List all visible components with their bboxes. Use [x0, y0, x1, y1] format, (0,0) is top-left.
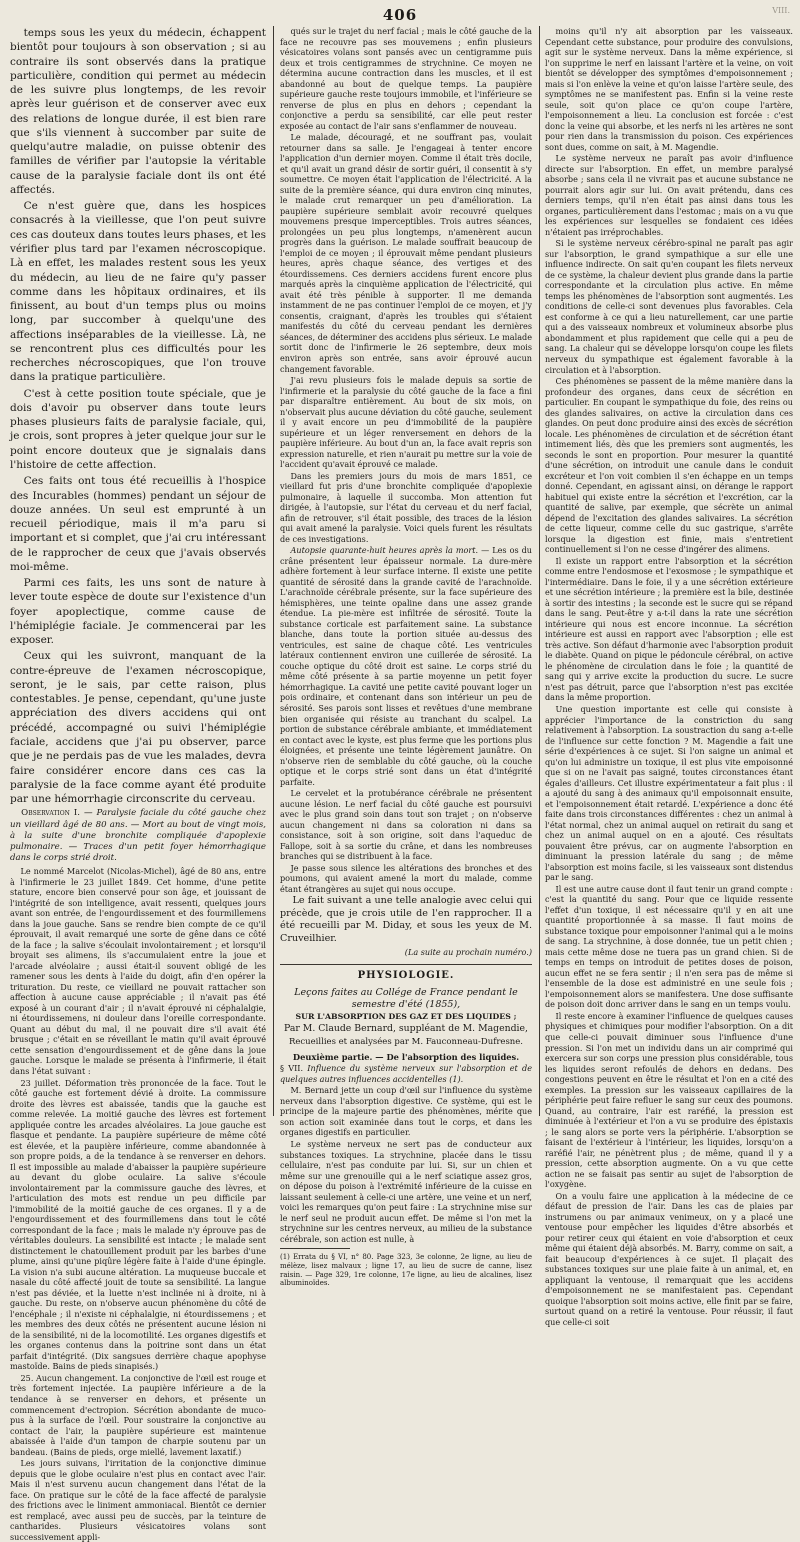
corner-mark: VIII. — [772, 6, 790, 15]
section-title: PHYSIOLOGIE. — [357, 969, 455, 981]
paragraph: Le fait suivant a une telle analogie avec celui qui précède, que je crois utile de l'en rapprocher. Il a été recueilli par M. Diday, et sous les yeux de M. Cruveilhier. — [280, 895, 532, 944]
paragraph: Le nommé Marcelot (Nicolas-Michel), âgé de 80 ans, entre à l'infirmerie le 23 juillet 1849. Cet homme, d'une petite stature, encore bien conservé pour son âge, et jouissant de l'intégrité de son intelligence, avait ressenti, quelques jours avant son entrée, de l'engourdissement et des fourmillemens dans la joue gauche. Sans se rendre bien compte de ce qu'il éprouvait, il avait remarqué une sorte de gêne dans ce côté de la face ; la salive s'écoulait involontairement ; et lorsqu'il broyait ses alimens, ils s'accumulaient entre la joue et l'arcade alvéolaire ; aussi était-il souvent obligé de les ramener sous les dents à l'aide du doigt, afin d'en opérer la trituration. Du reste, ce vieillard ne pouvait rattacher son affection à aucune cause appréciable ; il n'avait pas été exposé à un courant d'air ; il n'avait éprouvé ni céphalalgie, ni étourdissemens, ni douleur dans l'oreille correspondante. Quant au début du mal, il ne pouvait dire s'il avait été brusque ; c'était en se réveillant le matin qu'il avait éprouvé cette sensation d'engourdissement et de gêne dans la joue gauche. Lorsque le malade se présenta à l'infirmerie, il était dans l'état suivant : — [10, 866, 266, 1076]
page-number: 406 — [382, 6, 418, 24]
column-2 — [280, 26, 533, 1288]
subsection-number: § VII. — [280, 1063, 304, 1074]
section-divider — [280, 964, 532, 965]
observation-heading — [10, 808, 266, 864]
paragraph: M. Bernard jette un coup d'œil sur l'influence du système nerveux dans l'absorption digestive. Ce système, qui est le principe de la majeure partie des phénomènes, mérite que son action soit examinée dans tout le corps, et dans les organes digestifs en particulier. — [280, 1085, 532, 1138]
autopsy-text: — Les os du crâne présentent leur épaisseur normale. La dure-mère adhère fortement à leur surface interne. Il existe une petite quantité de sérosité dans la grande cavité de l'arachnoïde. L'arachnoïde cérébrale présente, sur la face supérieure des hémisphères, une teinte opaline dans une assez grande étendue. La pie-mère est infiltrée de sérosité. Toute la substance corticale est parfaitement saine. La substance blanche, dans toute la portion située au-dessus des ventricules, est saine de chaque côté. Les ventricules latéraux contiennent environ une cuillerée de sérosité. La couche optique du côté droit est saine. Le corps strié du même côté présente à sa partie moyenne un petit foyer hémorrhagique. La cavité une petite cavité pouvant loger un pois ordinaire, et contenant dans son intérieur un peu de sérosité. Ses parois sont lisses et revêtues d'une membrane bien organisée qui résiste au tranchant du scalpel. La portion de substance cérébrale ambiante, et immédiatement en contact avec le kyste, est plus ferme que les portions plus éloignées, et présente une teinte légèrement jaunâtre. On n'observe rien de semblable du côté gauche, où la couche optique et le corps strié sont dans un état d'intégrité parfaite. — [280, 545, 533, 787]
paragraph: 25. Aucun changement. La conjonctive de l'œil est rouge et très fortement injectée. La paupière inférieure a de la tendance à se renverser en dehors, et présente un commencement d'ectropion. Sécrétion abondante de muco-pus à la surface de l'œil. Pour soustraire la conjonctive au contact de l'air, la paupière supérieure est maintenue abaissée à l'aide d'un tampon de charpie soutenu par un bandeau. (Bains de pieds, orge miellé, lavement laxatif.) — [10, 1372, 266, 1457]
paragraph: Ceux qui les suivront, manquant de la contre-épreuve de l'examen nécroscopique, seront, je le sais, par cette raison, plus contestables. Je pense, cependant, qu'une juste appréciation des divers accidens qui ont précédé, accompagné ou suivi l'hémiplégie faciale, accidens que j'ai pu observer, parce que je ne perdais pas de vue les malades, devra faire considérer encore dans ces cas la paralysie de la face comme ayant été produite par une hémorrhagie circonscrite du cerveau. — [10, 650, 266, 806]
column-rule-left — [273, 26, 274, 1116]
column-1 — [10, 26, 266, 1542]
observation-title: — Paralysie faciale du côté gauche chez un vieillard âgé de 80 ans. — Mort au bout de vingt mois, à la suite d'une bronchite compliquée d'apoplexie pulmonaire. — Traces d'un petit foyer hémorrhagique dans le corps strié droit. — [10, 808, 266, 864]
case-report — [10, 866, 266, 1542]
paragraph: Les jours suivans, l'irritation de la conjonctive diminue depuis que le globe oculaire n'est plus en contact avec l'air. Mais il n'est survenu aucun changement dans l'état de la face. On pratique sur le côté de la face affecté de paralysie des frictions avec le liniment ammoniacal. Bientôt ce dernier est remplacé, avec aussi peu de succès, par la teinture de cantharides. Plusieurs vésicatoires volans sont successivement appli- — [10, 1458, 266, 1542]
paragraph: qués sur le trajet du nerf facial ; mais le côté gauche de la face ne recouvre pas ses mouvemens ; enfin plusieurs vésicatoires volans sont pansés avec un centigramme puis deux et trois centigrammes de strychnine. Ce moyen ne détermina aucune contraction dans les muscles, et il est abandonné au bout de quelque temps. La paupière supérieure gauche reste toujours immobile, et l'inférieure se renverse de plus en plus en dehors ; cependant la conjonctive a perdu sa sensibilité, car elle peut rester exposée au contact de l'air sans s'enflammer de nouveau. — [280, 26, 532, 131]
paragraph: C'est à cette position toute spéciale, que je dois d'avoir pu observer dans toute leurs phases plusieurs faits de paralysie faciale, qui, je crois, sont propres à jeter quelque jour sur le point encore douteux que je signalais dans l'histoire de cette affection. — [10, 387, 266, 471]
paragraph: Dans les premiers jours du mois de mars 1851, ce vieillard fut pris d'une bronchite compliquée d'apoplexie pulmonaire, à laquelle il succomba. Mon attention fut dirigée, à l'autopsie, sur l'état du cerveau et du nerf facial, afin de retrouver, s'il était possible, des traces de la lésion qui avait amené la paralysie. Voici quels furent les résultats de ces investigations. — [280, 470, 532, 544]
footnote-rule — [280, 1248, 350, 1249]
paragraph: Ce n'est guère que, dans les hospices consacrés à la vieillesse, que l'on peut suivre ces cas douteux dans toutes leurs phases, et les vérifier plus tard par l'examen nécroscopique. Là en effet, les malades restent sous les yeux du médecin, au lieu de ne faire qu'y passer comme dans les hôpitaux ordinaires, et ils finissent, au bout d'un temps plus ou moins long, par succomber à quelqu'une des affections inséparables de la vieillesse. Là, ne se rencontrent plus ces difficultés pour les recherches nécroscopiques, que l'on trouve dans la pratique particulière. — [10, 200, 266, 384]
paragraph: Il existe un rapport entre l'absorption et la sécrétion comme entre l'endosmose et l'exosmose ; le sympathique et l'intermédiaire. Dans le foie, il y a une sécrétion extérieure et une sécrétion intérieure ; la première est la bile, destinée à sortir des intestins ; la seconde est le sucre qui se répand dans le sang. Peut-être y a-t-il dans la rate une sécrétion intérieure qui nous est encore inconnue. La sécrétion intérieure est aussi en rapport avec l'absorption ; elle est très active. Son défaut d'harmonie avec l'absorption produit le diabète. Quand on pique le pédoncule cérébral, on active le phénomène de circulation dans le foie ; la quantité de sang qui y arrive excite la production du sucre. Le sucre n'est pas détruit, parce que l'absorption n'est pas excitée dans la même proportion. — [545, 555, 793, 703]
lecture-author: Par M. Claude Bernard, suppléant de M. Magendie, — [284, 1023, 528, 1035]
paragraph: Il est une autre cause dont il faut tenir un grand compte : c'est la quantité du sang. Pour que ce liquide ressente l'effet d'un toxique, il est nécessaire qu'il y en ait une quantité proportionnée à sa masse. Il faut moins de substance toxique pour empoisonner l'animal qui a le moins de sang. La strychnine, à dose donnée, tue un petit chien ; mais cette même dose ne tuera pas un grand chien. Si de temps en temps on introduit de petites doses de poison, aucun effet ne se fera sentir ; il n'en sera pas de même si l'ensemble de la dose est administré en une seule fois ; l'empoisonnement alors se manifestera. Une dose suffisante de poison doit donc arriver dans le sang en un temps voulu. — [545, 883, 793, 1010]
paragraph: Le cervelet et la protubérance cérébrale ne présentent aucune lésion. Le nerf facial du côté gauche est poursuivi avec le plus grand soin dans tout son trajet ; on n'observe aucun changement ni dans sa coloration ni dans sa consistance, soit à son origine, soit dans l'aqueduc de Fallope, soit à sa sortie du crâne, et dans les nombreuses branches qui se distribuent à la face. — [280, 788, 532, 862]
paragraph: Parmi ces faits, les uns sont de nature à lever toute espèce de doute sur l'existence d'un foyer apoplectique, comme cause de l'hémiplégie faciale. Je commencerai par les exposer. — [10, 577, 266, 647]
paragraph: Le système nerveux ne sert pas de conducteur aux substances toxiques. La strychnine, placée dans le tissu cellulaire, n'est pas conduite par lui. Si, sur un chien et même sur une grenouille qui a le nerf sciatique assez gros, on dépose du poison à l'extrémité inférieure de la cuisse en laissant seulement à celle-ci une artère, une veine et un nerf, voici les remarques qu'on peut faire : La strychnine mise sur le nerf seul ne produit aucun effet. De même si l'on met la strychnine sur les centres nerveux, au milieu de la substance cérébrale, son action est nulle, à — [280, 1139, 532, 1244]
observation-label: Observation I. — [21, 808, 80, 819]
paragraph: 23 juillet. Déformation très prononcée de la face. Tout le côté gauche est fortement dévié à droite. La commissure droite des lèvres est abaissée, tandis que la gauche est comme relevée. La moitié gauche des lèvres est fortement appliquée contre les arcades alvéolaires. La joue gauche est flasque et pendante. La paupière supérieure de même côté est élevée, et la paupière inférieure, comme abandonnée à son propre poids, a de la tendance à se renverser en dehors. Il est impossible au malade d'abaisser la paupière supérieure au devant du globe oculaire. La salive s'écoule involontairement par la commissure gauche des lèvres, et l'articulation des mots est rendue un peu difficile par l'immobilité de la moitié gauche de ces organes. Il y a de l'engourdissement et des fourmillemens dans tout le côté correspondant de la face ; mais le malade n'y éprouve pas de véritables douleurs. La sensibilité est intacte ; le malade sent distinctement le chatouillement produit par les barbes d'une plume, ainsi qu'une piqûre légère faite à l'aide d'une épingle. La vision n'a subi aucune altération. La muqueuse buccale et nasale du côté affecté jouit de toute sa sensibilité. La langue n'est pas déviée, et la luette n'est inclinée ni à droite, ni à gauche. Du reste, on n'observe aucun phénomène du côté de l'encéphale ; il n'existe ni céphalalgie, ni étourdissemens ; et les membres des deux côtés ne présentent aucune lésion ni de la sensibilité, ni de la locomotilité. Les organes digestifs et les organes contenus dans la poitrine sont dans un état parfait d'intégrité. (Dix sangsues derrière chaque apophyse mastoïde. Bains de pieds sinapisés.) — [10, 1077, 266, 1372]
to-be-continued: (La suite au prochain numéro.) — [404, 947, 532, 958]
autopsy-lead: Autopsie quarante-huit heures après la mort. — [290, 545, 479, 556]
paragraph: On a voulu faire une application à la médecine de ce défaut de pression de l'air. Dans les cas de plaies par instrumens ou par animaux venimeux, on y a placé une ventouse pour empêcher les liquides d'être absorbés et pour retirer ceux qui étaient en voie d'absorption et ceux même qui étaient déjà absorbés. M. Barry, comme on sait, a fait beaucoup d'expériences à ce sujet. Il plaçait des substances toxiques sur une plaie faite à un animal, et, en appliquant la ventouse, il remarquait que les accidens d'empoisonnement ne se manifestaient pas. Cependant quoique l'absorption soit moins active, elle finit par se faire, surtout quand on a retiré la ventouse. Pour réussir, il faut que celle-ci soit — [545, 1190, 793, 1327]
paragraph: moins qu'il n'y ait absorption par les vaisseaux. Cependant cette substance, pour produire des convulsions, agit sur le système nerveux. Dans la même expérience, si l'on supprime le nerf en laissant l'artère et la veine, on voit bientôt se développer des symptômes d'empoisonnement ; mais si l'on enlève la veine et qu'on laisse l'artère seule, des symptômes ne se manifestent pas. Enfin si la veine reste seule, soit qu'on place ce qu'on coupe l'artère, l'empoisonnement a lieu. La conclusion est forcée : c'est donc la veine qui absorbe, et les nerfs ni les artères ne sont pour rien dans la transmission du poison. Ces expériences sont dues, comme on sait, à M. Magendie. — [545, 26, 793, 152]
paragraph: Je passe sous silence les altérations des bronches et des poumons, qui avaient amené la mort du malade, comme étant étrangères au sujet qui nous occupe. — [280, 862, 532, 894]
paragraph: Le système nerveux ne paraît pas avoir d'influence directe sur l'absorption. En effet, un membre paralysé absorbe ; sans cela il ne vivrait pas et aucune substance ne pourrait alors agir sur lui. On avait prétendu, dans ces derniers temps, qu'il n'en était pas ainsi dans tous les organes, particulièrement dans l'estomac ; mais on a vu que les expériences sur lesquelles se fondaient ces idées n'étaient pas irréprochables. — [545, 153, 793, 237]
paragraph: Il reste encore à examiner l'influence de quelques causes physiques et chimiques pour modifier l'absorption. On a dit que celle-ci pouvait diminuer sous l'influence d'une pression. Si l'on met un individu dans un air comprimé qui exercera sur son corps une pression plus considérable, tous les liquides seront refoulés de dehors en dedans. Des congestions peuvent en être le résultat et l'on en a cité des exemples. La pression sur les vaisseaux capillaires de la périphérie peut faire refluer le sang sur ceux des poumons. Quand, au contraire, l'air est raréfié, la pression est diminuée à l'extérieur et l'on a vu se produire des épistaxis ; le sang alors se porte vers la périphérie. L'absorption se faisant de l'extérieur à l'intérieur, les liquides, lorsqu'on a raréfié l'air, ne pénètrent plus ; de même, quand il y a pression, cette absorption augmente. On a vu que cette action ne se faisait pas sentir au sujet de l'absorption de l'oxygène. — [545, 1010, 793, 1190]
subsection-heading — [280, 1063, 532, 1084]
paragraph: Ces phénomènes se passent de la même manière dans la profondeur des organes, dans ceux de sécrétion en particulier. En coupant le sympathique du foie, des reins ou des glandes salivaires, on active la circulation dans ces glandes. On peut donc produire ainsi des excès de sécrétion locale. Les phénomènes de circulation et de sécrétion étant intimement liés, dès que les premiers sont augmentés, les seconds le sont en proportion. Pour mesurer la quantité d'une sécrétion, on introduit une canule dans le conduit excréteur et l'on voit combien il s'en échappe en un temps donné. Cependant, en agissant ainsi, on dérange le rapport habituel qui existe entre la sécrétion et l'excrétion, car la quantité de salive, par exemple, que sécrète un animal dépend de l'excitation des glandes salivaires. La sécrétion de cette liqueur, comme celle du suc gastrique, s'arrête lorsque la digestion est finie, mais s'entretient continuellement si l'on ne cesse d'ingérer des alimens. — [545, 376, 793, 555]
paragraph — [280, 545, 532, 787]
lecture-line: Leçons faites au Collége de France pendant le semestre d'été (1855), — [294, 986, 518, 1011]
paragraph: Une question importante est celle qui consiste à apprécier l'importance de la constriction du sang relativement à l'absorption. La soustraction du sang a-t-elle de l'influence sur cette fonction ? M. Magendie a fait une série d'expériences à ce sujet. Si l'on saigne un animal et qu'on lui administre un toxique, il est plus vite empoisonné que si on ne l'avait pas saigné, toutes circonstances étant égales d'ailleurs. Cet illustre expérimentateur a fait plus : il a ajouté du sang à des animaux qu'il empoisonnait ensuite, et l'empoisonnement était retardé. L'expérience a donc été faite dans trois circonstances différentes : chez un animal à l'état normal, chez un animal auquel on retirait du sang et chez un animal auquel on en a ajouté. Ces résultats pouvaient être prévus, car on augmente l'absorption en diminuant la pression latérale du sang ; de même l'absorption est moins facile, si les vaisseaux sont distendus par le sang. — [545, 704, 793, 883]
column-3 — [545, 26, 793, 1327]
paragraph: Ces faits ont tous été recueillis à l'hospice des Incurables (hommes) pendant un séjour de douze années. Un seul est emprunté à un recueil périodique, mais il m'a paru si important et si complet, que j'ai cru intéressant de le rapprocher de ceux que j'avais observés moi-même. — [10, 475, 266, 573]
lecture-topic: SUR L'ABSORPTION DES GAZ ET DES LIQUIDES ; — [295, 1012, 517, 1022]
column-rule-right — [539, 26, 540, 1116]
part-heading: Deuxième partie. — De l'absorption des liquides. — [292, 1051, 520, 1062]
subsection-title: Influence du système nerveux sur l'absorption et de quelques autres influences accidentelles (1). — [280, 1063, 532, 1084]
paragraph: Si le système nerveux cérébro-spinal ne paraît pas agir sur l'absorption, le grand sympathique a sur elle une influence indirecte. On sait qu'en coupant les filets nerveux de ce système, la chaleur devient plus grande dans la partie correspondante et la circulation plus active. En même temps les phénomènes de l'absorption sont augmentés. Les conditions de celle-ci sont devenues plus favorables. Cela est conforme à ce qui a lieu naturellement, car une partie qui a des vaisseaux nombreux et volumineux absorbe plus abondamment et plus rapidement que celle qui a peu de sang. La chaleur qui se développe lorsqu'on coupe les filets nerveux du sympathique est également favorable à la circulation et à l'absorption. — [545, 238, 793, 375]
paragraph: temps sous les yeux du médecin, échappent bientôt pour toujours à son observation ; si au contraire ils sont observés dans la pratique particulière, condition qui permet au médecin de les suivre plus longtemps, de les revoir après leur guérison et de conserver avec eux des relations de longue durée, il est bien rare que s'ils viennent à succomber par suite de quelqu'autre maladie, on puisse obtenir des familles de vérifier par l'autopsie la véritable cause de la paralysie faciale dont ils ont été affectés. — [10, 27, 266, 196]
lecture-editor: Recueillies et analysées par M. Fauconneau-Dufresne. — [288, 1036, 524, 1047]
paragraph: J'ai revu plusieurs fois le malade depuis sa sortie de l'infirmerie et la paralysie du côté gauche de la face a fini par disparaître entièrement. Au bout de six mois, on n'observait plus aucune déviation du côté gauche, seulement il y avait encore un peu d'immobilité de la paupière supérieure et un léger renversement en dehors de la paupière inférieure. Au bout d'un an, la face avait repris son expression naturelle, et rien n'aurait pu mettre sur la voie de l'accident qu'avait éprouvé ce malade. — [280, 375, 532, 470]
footnote: (1) Errata du § VI, n° 80. Page 323, 3e colonne, 2e ligne, au lieu de mélèze, lisez malvaux ; ligne 17, au lieu de sucre de canne, lisez raisin. — Page 329, 1re colonne, 17e ligne, au lieu de alcalines, lisez albuminoïdes. — [280, 1253, 532, 1288]
paragraph: Le malade, découragé, et ne souffrant pas, voulait retourner dans sa salle. Je l'engageai à tenter encore l'application d'un dernier moyen. Comme il était très docile, et qu'il avait un grand désir de sortir guéri, il consentit à s'y soumettre. Ce moyen était l'application de l'électricité. A la suite de la première séance, qui dura environ cinq minutes, le malade crut remarquer un peu d'amélioration. La paupière supérieure semblait avoir recouvré quelques mouvemens presque imperceptibles. Trois autres séances, prolongées un peu plus longtemps, n'amenèrent aucun progrès dans la guérison. Le malade souffrait beaucoup de l'emploi de ce moyen ; il éprouvait même pendant plusieurs heures, après chaque séance, des vertiges et des étourdissemens. Ces derniers accidens furent encore plus marqués après la cinquième application de l'électricité, qui avait été très pénible à supporter. Il me demanda instamment de ne pas continuer l'emploi de ce moyen, et j'y consentis, craignant, d'après les troubles qui s'étaient manifestés du côté du cerveau pendant les dernières séances, de déterminer des accidens plus sérieux. Le malade sortit donc de l'infirmerie le 26 septembre, deux mois environ après son entrée, sans avoir éprouvé aucun changement favorable. — [280, 132, 532, 374]
